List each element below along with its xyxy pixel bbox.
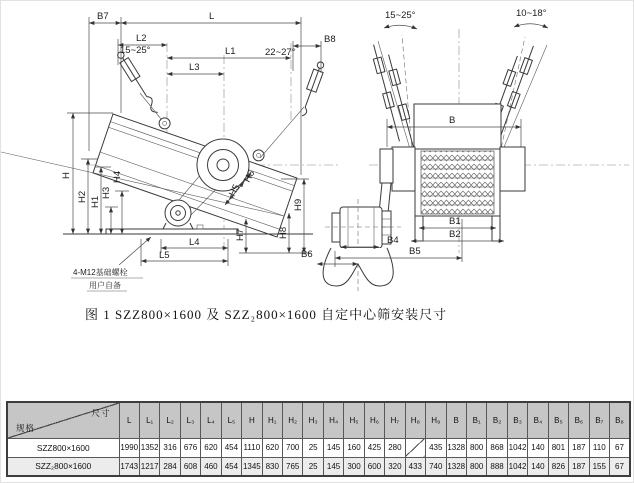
left-wing <box>392 147 415 191</box>
base-plate <box>106 229 238 234</box>
table-cell: 187 <box>569 438 589 457</box>
table-cell: 888 <box>487 457 507 476</box>
table-cell: 454 <box>221 457 241 476</box>
column-header: H₄ <box>323 402 343 438</box>
column-header: H₆ <box>364 402 384 438</box>
dim-label-b6: B6 <box>301 249 313 260</box>
table-cell: 1328 <box>446 438 466 457</box>
table-cell: 25 <box>303 457 323 476</box>
table-cell: 140 <box>528 457 548 476</box>
table-cell: 284 <box>160 457 180 476</box>
column-header: B <box>446 402 466 438</box>
table-cell: 1352 <box>139 438 159 457</box>
table-cell: 620 <box>262 438 282 457</box>
dim-B7 <box>89 11 121 23</box>
dim-label-h8: H8 <box>278 226 289 239</box>
column-header: B₁ <box>466 402 486 438</box>
angle-label-left-hanger: 15~25° <box>120 45 151 56</box>
spec-table-wrap <box>6 401 631 477</box>
column-header: B₆ <box>569 402 589 438</box>
dim-label-h7: H7 <box>235 228 246 241</box>
right-view <box>301 8 629 291</box>
column-header: H₃ <box>303 402 323 438</box>
note-line1: 4-M12基础螺栓 <box>73 268 128 277</box>
dim-H4 <box>112 171 123 234</box>
column-header: H <box>242 402 262 438</box>
column-header: H₁ <box>262 402 282 438</box>
table-cell: 1110 <box>242 438 262 457</box>
dim-label-h9: H9 <box>293 198 304 211</box>
column-header: B₅ <box>548 402 568 438</box>
table-cell: 826 <box>548 457 568 476</box>
motor-end-cap <box>332 213 340 242</box>
motor-pulley <box>165 200 191 226</box>
dim-label-h3: H3 <box>101 186 112 199</box>
dim-label-l1: L1 <box>225 46 236 57</box>
dim-L3 <box>167 62 224 74</box>
angle-label-left: 15~25° <box>385 10 416 21</box>
dim-label-b2: B2 <box>449 229 461 240</box>
table-row <box>7 438 630 457</box>
note-line2: 用户自备 <box>89 281 121 290</box>
drive-unit <box>323 149 401 291</box>
table-cell: 801 <box>548 438 568 457</box>
spec-table <box>6 401 631 477</box>
row-spec-label: SZZ800×1600 <box>7 438 119 457</box>
table-cell: 155 <box>589 457 609 476</box>
dim-L5 <box>141 250 228 261</box>
table-cell: 280 <box>385 438 405 457</box>
column-header: L₄ <box>201 402 221 438</box>
table-cell: 300 <box>344 457 364 476</box>
table-cell: 454 <box>221 438 241 457</box>
corner-cell <box>7 402 119 438</box>
table-cell: 740 <box>426 457 446 476</box>
table-cell: 868 <box>487 438 507 457</box>
column-header: L₁ <box>139 402 159 438</box>
dim-label-l: L <box>209 11 215 22</box>
table-cell: 676 <box>180 438 200 457</box>
dim-label-l5: L5 <box>159 250 170 261</box>
dim-B8 <box>293 34 336 46</box>
column-header: B₄ <box>528 402 548 438</box>
dim-label-b8: B8 <box>324 34 336 45</box>
table-cell: 1328 <box>446 457 466 476</box>
table-cell <box>405 438 425 457</box>
dim-label-b1: B1 <box>449 216 461 227</box>
left-view <box>1 11 339 291</box>
dim-label-l4: L4 <box>189 237 200 248</box>
dim-L <box>121 11 301 23</box>
dim-H3 <box>101 187 112 234</box>
installation-drawing <box>1 1 634 331</box>
column-header: H₉ <box>426 402 446 438</box>
column-header: B₇ <box>589 402 609 438</box>
table-cell: 25 <box>303 438 323 457</box>
right-leg <box>492 216 500 241</box>
table-cell: 800 <box>466 438 486 457</box>
dim-label-h6: H6 <box>241 168 258 185</box>
table-cell: 67 <box>610 457 631 476</box>
dim-label-h4: H4 <box>112 170 123 183</box>
dim-label-l3: L3 <box>189 62 200 73</box>
column-header: L₃ <box>180 402 200 438</box>
table-cell: 316 <box>160 438 180 457</box>
column-header: H₅ <box>344 402 364 438</box>
table-cell: 1345 <box>242 457 262 476</box>
dim-label-h: H <box>61 172 72 179</box>
table-row <box>7 457 630 476</box>
dim-label-b4: B4 <box>387 235 399 246</box>
column-header: L₅ <box>221 402 241 438</box>
table-cell: 1042 <box>507 457 527 476</box>
foundation-note <box>71 237 151 291</box>
table-cell: 145 <box>323 438 343 457</box>
column-header: B₈ <box>610 402 631 438</box>
suspension-lug-left <box>159 118 170 129</box>
table-cell: 320 <box>385 457 405 476</box>
dim-label-h5: H5 <box>226 182 243 199</box>
angle-right <box>514 8 548 28</box>
angle-label-right-hanger: 22~27° <box>265 47 296 58</box>
dim-B2 <box>411 229 504 241</box>
column-header: H₂ <box>283 402 303 438</box>
dim-B1 <box>419 216 496 228</box>
left-leg <box>415 216 423 241</box>
dim-L4 <box>161 237 228 248</box>
motor-body <box>340 207 382 248</box>
table-cell: 425 <box>364 438 384 457</box>
table-cell: 435 <box>426 438 446 457</box>
column-header: L₂ <box>160 402 180 438</box>
dim-label-b7: B7 <box>97 11 109 22</box>
belt-guard <box>380 149 393 183</box>
column-header: L <box>119 402 139 438</box>
table-cell: 460 <box>201 457 221 476</box>
table-cell: 110 <box>589 438 609 457</box>
table-cell: 160 <box>344 438 364 457</box>
dim-label-b5: B5 <box>409 246 421 257</box>
angle-label-right: 10~18° <box>516 8 547 19</box>
table-cell: 608 <box>180 457 200 476</box>
table-cell: 145 <box>323 457 343 476</box>
column-header: B₂ <box>487 402 507 438</box>
column-header: H₈ <box>405 402 425 438</box>
top-housing <box>414 104 501 151</box>
table-cell: 187 <box>569 457 589 476</box>
angle-left <box>384 10 417 29</box>
dim-label-b: B <box>449 115 456 126</box>
drive-pulley <box>197 139 249 191</box>
hanger-right <box>297 60 326 117</box>
figure-caption: 图 1 SZZ800×1600 及 SZZ₂800×1600 自定中心筛安装尺寸 <box>85 307 448 322</box>
dim-label-h1: H1 <box>90 195 101 208</box>
table-cell: 830 <box>262 457 282 476</box>
table-cell: 67 <box>610 438 631 457</box>
table-cell: 800 <box>466 457 486 476</box>
table-cell: 1743 <box>119 457 139 476</box>
table-cell: 1217 <box>139 457 159 476</box>
table-cell: 620 <box>201 438 221 457</box>
table-cell: 700 <box>283 438 303 457</box>
corner-label-spec: 规格 <box>16 422 36 433</box>
dim-H1 <box>90 167 101 234</box>
table-cell: 140 <box>528 438 548 457</box>
column-header: H₇ <box>385 402 405 438</box>
dim-L2 <box>118 33 167 45</box>
hanger-left <box>115 50 161 116</box>
screen-mesh <box>421 151 494 214</box>
table-cell: 433 <box>405 457 425 476</box>
dim-H <box>61 113 73 234</box>
table-cell: 1990 <box>119 438 139 457</box>
column-header: B₃ <box>507 402 527 438</box>
table-cell: 765 <box>283 457 303 476</box>
row-spec-label: SZZ₂800×1600 <box>7 457 119 476</box>
table-cell: 600 <box>364 457 384 476</box>
right-wing <box>500 147 525 191</box>
dim-label-h2: H2 <box>77 190 88 203</box>
corner-label-dimension: 尺寸 <box>91 408 111 418</box>
dim-label-l2: L2 <box>136 33 147 44</box>
table-cell: 1042 <box>507 438 527 457</box>
